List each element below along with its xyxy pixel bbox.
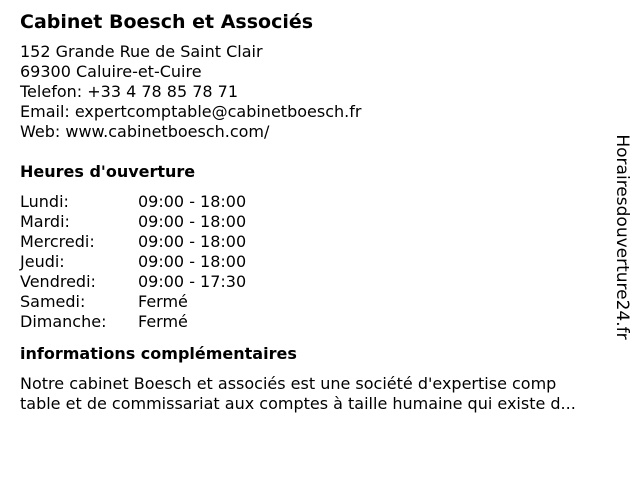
email-line: Email: expertcomptable@cabinetboesch.fr — [20, 102, 362, 121]
time-value: 09:00 - 18:00 — [138, 232, 247, 251]
hours-row-vendredi — [20, 272, 620, 292]
address-line-2: 69300 Caluire-et-Cuire — [20, 62, 202, 81]
web-line: Web: www.cabinetboesch.com/ — [20, 122, 270, 141]
business-name: Cabinet Boesch et Associés — [20, 11, 314, 33]
time-value: Fermé — [138, 292, 188, 311]
time-value: 09:00 - 17:30 — [138, 272, 247, 291]
day-label: Mardi: — [20, 212, 70, 231]
site-watermark: Horairesdouverture24.fr — [612, 134, 632, 340]
hours-row-jeudi — [20, 252, 620, 272]
day-label: Mercredi: — [20, 232, 95, 251]
info-description — [20, 374, 620, 414]
day-label: Samedi: — [20, 292, 86, 311]
info-line-1: Notre cabinet Boesch et associés est une société d'expertise comp — [20, 374, 557, 393]
contact-block — [20, 42, 620, 142]
hours-table — [20, 192, 620, 332]
phone-line: Telefon: +33 4 78 85 78 71 — [20, 82, 239, 101]
day-label: Vendredi: — [20, 272, 96, 291]
business-card — [20, 10, 620, 414]
time-value: 09:00 - 18:00 — [138, 252, 247, 271]
hours-row-mercredi — [20, 232, 620, 252]
address-line-1: 152 Grande Rue de Saint Clair — [20, 42, 263, 61]
day-label: Jeudi: — [20, 252, 65, 271]
hours-row-lundi — [20, 192, 620, 212]
hours-row-mardi — [20, 212, 620, 232]
hours-row-dimanche — [20, 312, 620, 332]
day-label: Dimanche: — [20, 312, 107, 331]
time-value: Fermé — [138, 312, 188, 331]
hours-heading: Heures d'ouverture — [20, 162, 196, 181]
hours-row-samedi — [20, 292, 620, 312]
time-value: 09:00 - 18:00 — [138, 192, 247, 211]
info-heading: informations complémentaires — [20, 344, 297, 363]
day-label: Lundi: — [20, 192, 69, 211]
time-value: 09:00 - 18:00 — [138, 212, 247, 231]
info-line-2: table et de commissariat aux comptes à taille humaine qui existe d... — [20, 394, 576, 413]
